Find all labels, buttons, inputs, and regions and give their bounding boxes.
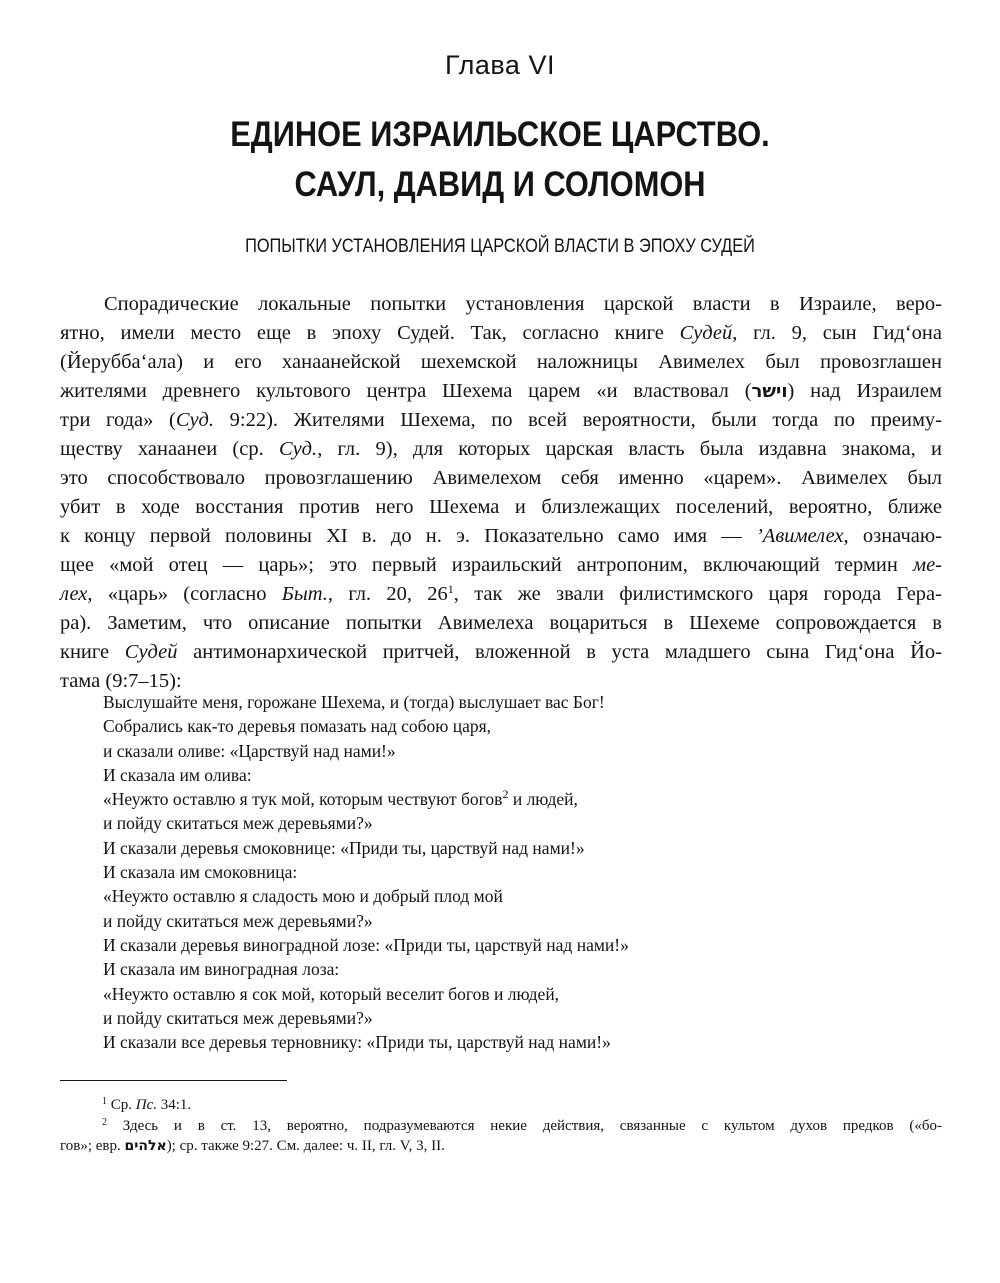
- section-title: ПОПЫТКИ УСТАНОВЛЕНИЯ ЦАРСКОЙ ВЛАСТИ В ЭПОХУ СУДЕЙ: [245, 236, 755, 257]
- poem-line: «Неужто оставлю я сок мой, который веселит богов и людей,: [103, 983, 560, 1004]
- paragraph-line: жителями древнего культового центра Шехема царем «и властвовал (וישר) над Израилем: [60, 380, 942, 402]
- poem-line: «Неужто оставлю я сладость мою и добрый плод мой: [103, 886, 503, 907]
- footnote-divider: [60, 1080, 287, 1081]
- paragraph-line: ществу ханаанеи (ср. Суд., гл. 9), для которых царская власть была издавна знакома, и: [60, 438, 942, 460]
- paragraph-line: это способствовало провозглашению Авимелехом себя именно «царем». Авимелех был: [60, 467, 942, 489]
- term-melech: ме-: [912, 554, 942, 576]
- paragraph-line: ра). Заметим, что описание попытки Авимелеха воцариться в Шехеме сопровождается в: [60, 612, 942, 634]
- hebrew-word: וישר: [751, 381, 788, 402]
- parable-quote: [103, 690, 903, 1054]
- footnote-1: $^1$ Ср. Пс. 34:1.: [102, 1096, 192, 1113]
- book-name-judges: Судей: [679, 322, 733, 344]
- main-paragraph: [60, 290, 942, 696]
- poem-line: И сказали все деревья терновнику: «Приди ты, царствуй над нами!»: [103, 1032, 611, 1053]
- paragraph-line: ятно, имели место еще в эпоху Судей. Так, согласно книге Судей, гл. 9, сын Гид‘она: [60, 322, 943, 344]
- poem-line: И сказали деревья виноградной лозе: «Приди ты, царствуй над нами!»: [103, 934, 629, 955]
- paragraph-line: щее «мой отец — царь»; это первый израильский антропоним, включающий термин ме-: [60, 554, 942, 576]
- hebrew-word: אלהים: [124, 1138, 167, 1154]
- footnote-ref-2[interactable]: 2: [502, 787, 509, 802]
- chapter-title: [60, 110, 940, 210]
- name-avimelech: ’Авимелех: [755, 525, 844, 547]
- footnote-ref-1[interactable]: 1: [447, 582, 454, 596]
- chapter-title-line-2: САУЛ, ДАВИД И СОЛОМОН: [294, 165, 706, 204]
- poem-line: Выслушайте меня, горожане Шехема, и (тогда) выслушает вас Бог!: [103, 692, 605, 712]
- paragraph-line: лех, «царь» (согласно Быт., гл. 20, $26^1$, так же звали филистимского царя города Гера-: [60, 582, 942, 605]
- chapter-label: Глава VI: [445, 50, 555, 80]
- poem-line: И сказала им олива:: [103, 764, 252, 785]
- poem-line: И сказали деревья смоковнице: «Приди ты, царствуй над нами!»: [103, 837, 585, 858]
- poem-line: и пойду скитаться меж деревьями?»: [103, 1007, 373, 1028]
- poem-line: и пойду скитаться меж деревьями?»: [103, 813, 373, 834]
- paragraph-line: Спорадические локальные попытки установления царской власти в Израиле, веро-: [104, 293, 942, 315]
- book-ref: Суд.: [278, 438, 318, 460]
- book-ref: Суд.: [175, 409, 215, 431]
- poem-line: и сказали оливе: «Царствуй над нами!»: [103, 740, 396, 761]
- chapter-title-line-1: ЕДИНОЕ ИЗРАИЛЬСКОЕ ЦАРСТВО.: [230, 115, 770, 154]
- paragraph-line: книге Судей антимонархической притчей, вложенной в уста младшего сына Гид‘она Йо-: [60, 641, 942, 663]
- poem-line: «Неужто оставлю я тук мой, которым чествуют богов$^2$ и людей,: [103, 787, 578, 810]
- paragraph-line: (Йерубба‘ала) и его ханаанейской шехемской наложницы Авимелех был провозглашен: [60, 351, 942, 373]
- poem-line: Собрались как-то деревья помазать над собою царя,: [103, 716, 492, 737]
- paragraph-line: три года» (Суд. 9:22). Жителями Шехема, по всей вероятности, были тогда по преиму-: [60, 409, 943, 431]
- poem-line: И сказала им смоковница:: [103, 862, 298, 883]
- footnotes: [60, 1095, 942, 1157]
- footnote-2: $^2$ Здесь и в ст. 13, вероятно, подразумеваются некие действия, связанные с культом духов предков («бо-: [102, 1116, 942, 1134]
- book-ref: Быт.: [281, 583, 328, 605]
- paragraph-line: тама (9:7–15):: [60, 670, 182, 692]
- poem-line: И сказала им виноградная лоза:: [103, 959, 340, 980]
- paragraph-line: к концу первой половины XI в. до н. э. Показательно само имя — ’Авимелех, означаю-: [60, 525, 942, 547]
- book-name-judges: Судей: [124, 641, 178, 663]
- footnote-2-cont: гов»; евр. אלהים); ср. также 9:27. См. далее: ч. II, гл. V, 3, II.: [60, 1138, 445, 1154]
- paragraph-line: убит в ходе восстания против него Шехема и близлежащих поселений, вероятно, ближе: [60, 496, 942, 518]
- poem-line: и пойду скитаться меж деревьями?»: [103, 910, 373, 931]
